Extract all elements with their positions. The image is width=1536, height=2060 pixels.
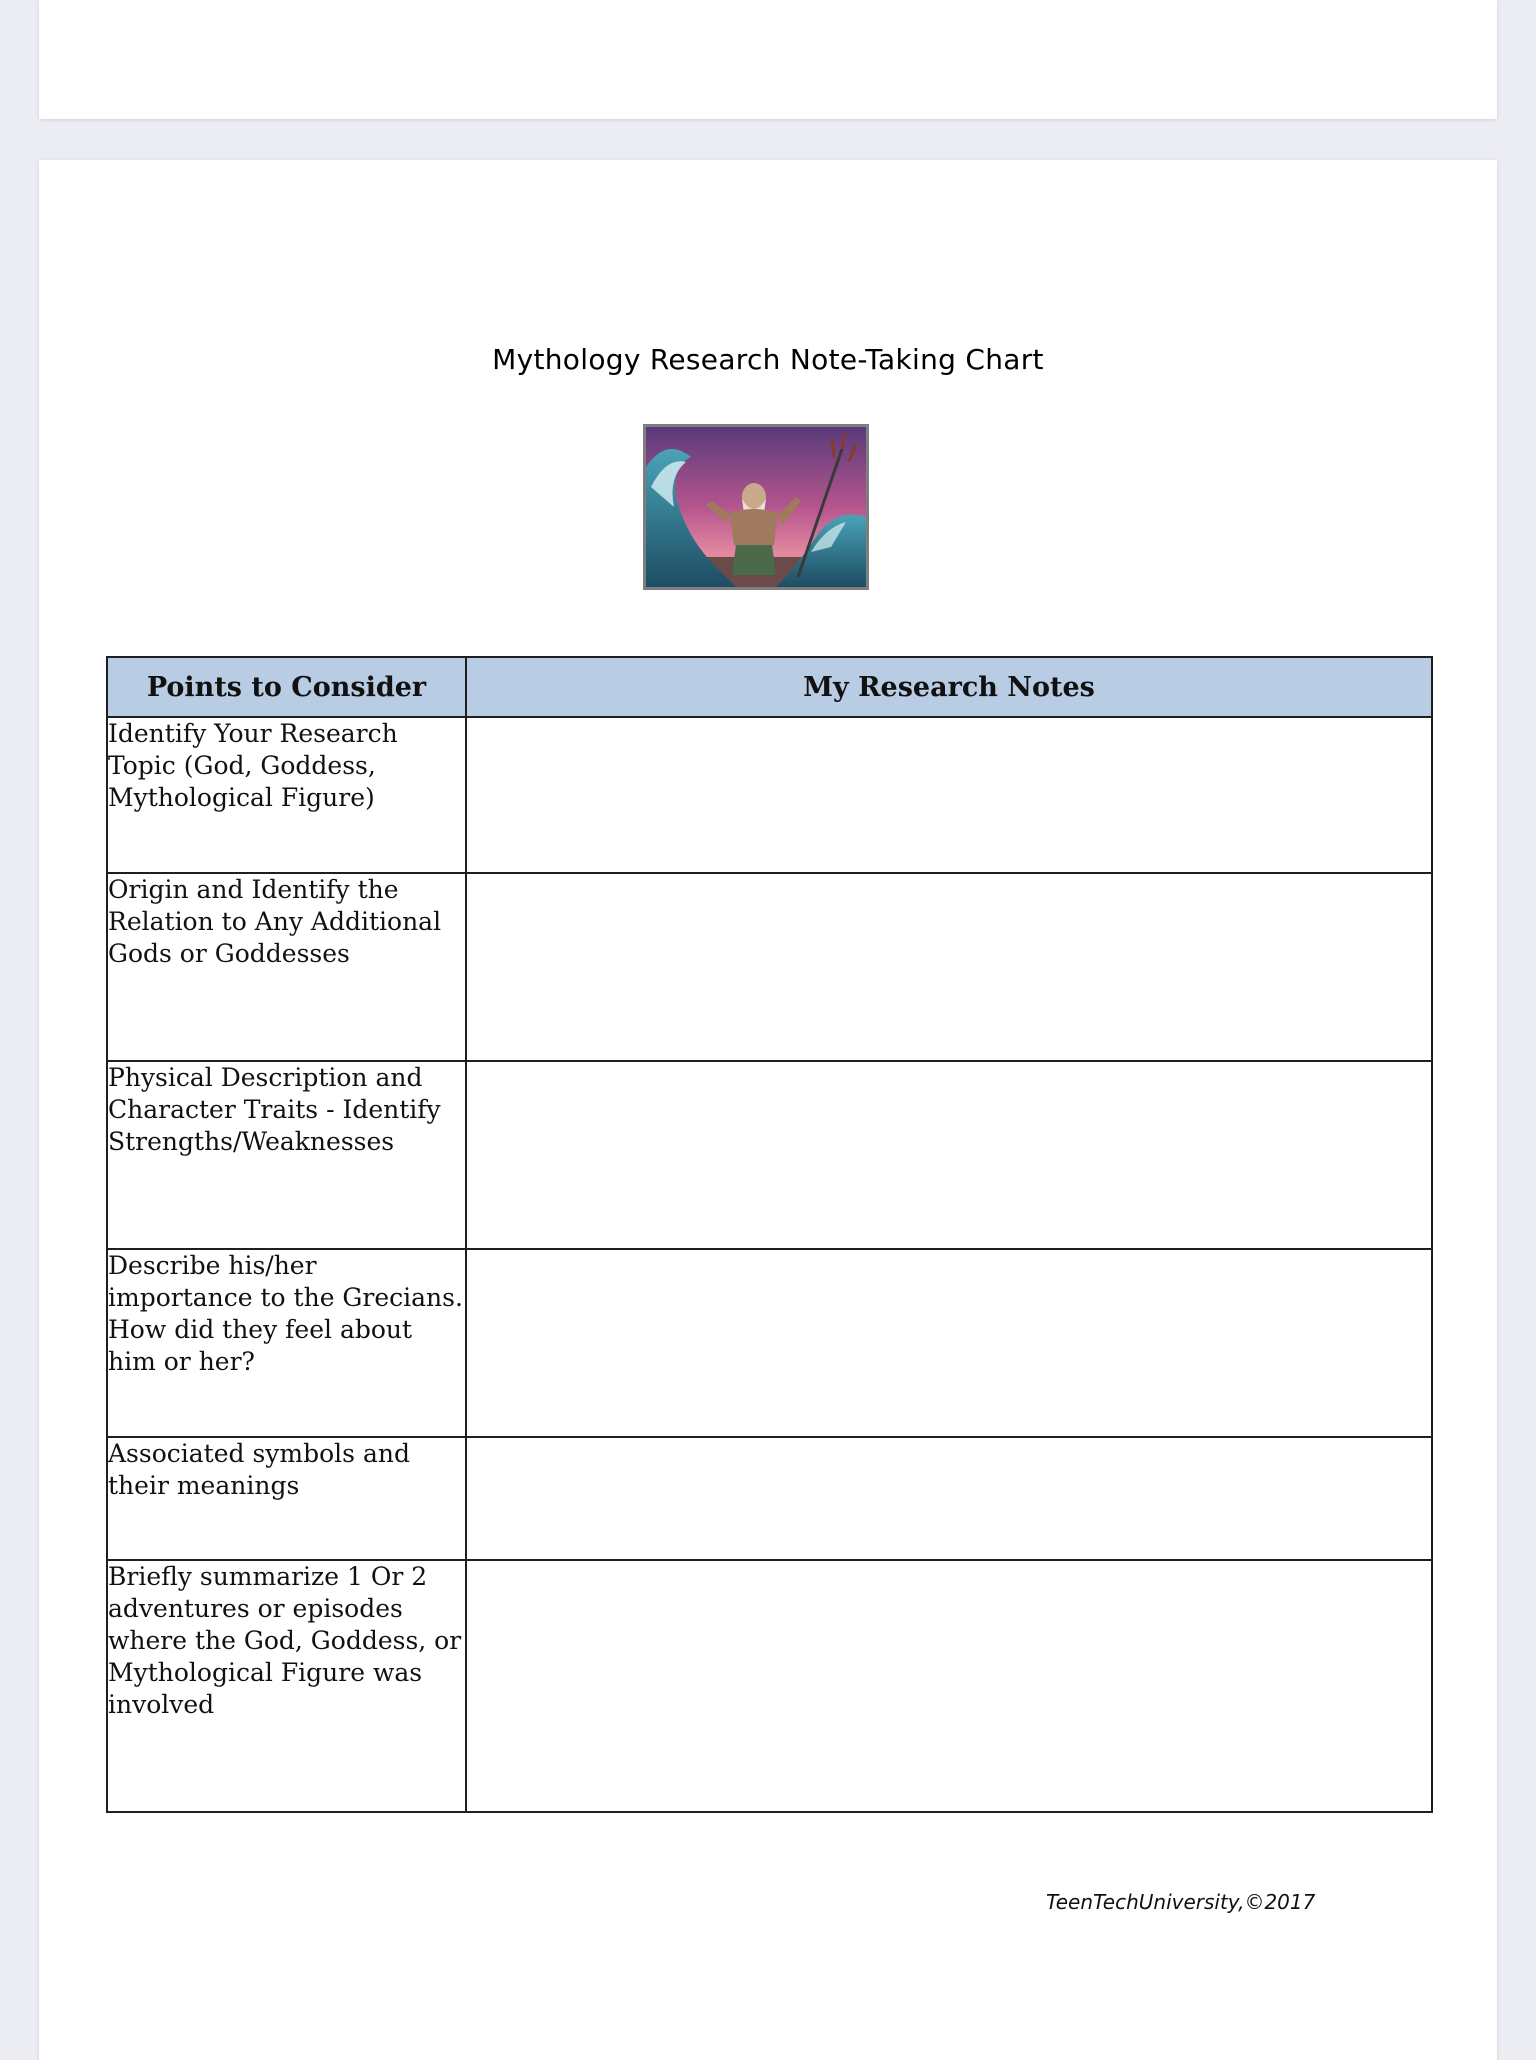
notes-cell[interactable] (466, 1061, 1432, 1249)
document-page (39, 160, 1497, 2060)
table-row (107, 1560, 1432, 1812)
notes-cell[interactable] (466, 873, 1432, 1061)
point-cell: Describe his/her importance to the Grecians. How did they feel about him or her? (107, 1249, 466, 1437)
table-row (107, 873, 1432, 1061)
notes-cell[interactable] (466, 717, 1432, 873)
research-chart-table (106, 656, 1433, 1813)
previous-page (39, 0, 1497, 119)
document-title: Mythology Research Note-Taking Chart (492, 343, 1044, 376)
notes-cell[interactable] (466, 1249, 1432, 1437)
notes-cell[interactable] (466, 1437, 1432, 1560)
point-cell: Associated symbols and their meanings (107, 1437, 466, 1560)
notes-cell[interactable] (466, 1560, 1432, 1812)
point-cell: Physical Description and Character Traits - Identify Strengths/Weaknesses (107, 1061, 466, 1249)
header-my-research-notes: My Research Notes (466, 657, 1432, 717)
point-cell: Origin and Identify the Relation to Any Additional Gods or Goddesses (107, 873, 466, 1061)
point-cell: Briefly summarize 1 Or 2 adventures or episodes where the God, Goddess, or Mythological Figure was involved (107, 1560, 466, 1812)
table-header-row (107, 657, 1432, 717)
table-row (107, 1249, 1432, 1437)
copyright-footer: TeenTechUniversity,©2017 (1046, 1890, 1316, 1914)
table-row (107, 717, 1432, 873)
poseidon-image (643, 424, 869, 590)
table-row (107, 1061, 1432, 1249)
point-cell: Identify Your Research Topic (God, Goddess, Mythological Figure) (107, 717, 466, 873)
table-row (107, 1437, 1432, 1560)
header-points-to-consider: Points to Consider (107, 657, 466, 717)
